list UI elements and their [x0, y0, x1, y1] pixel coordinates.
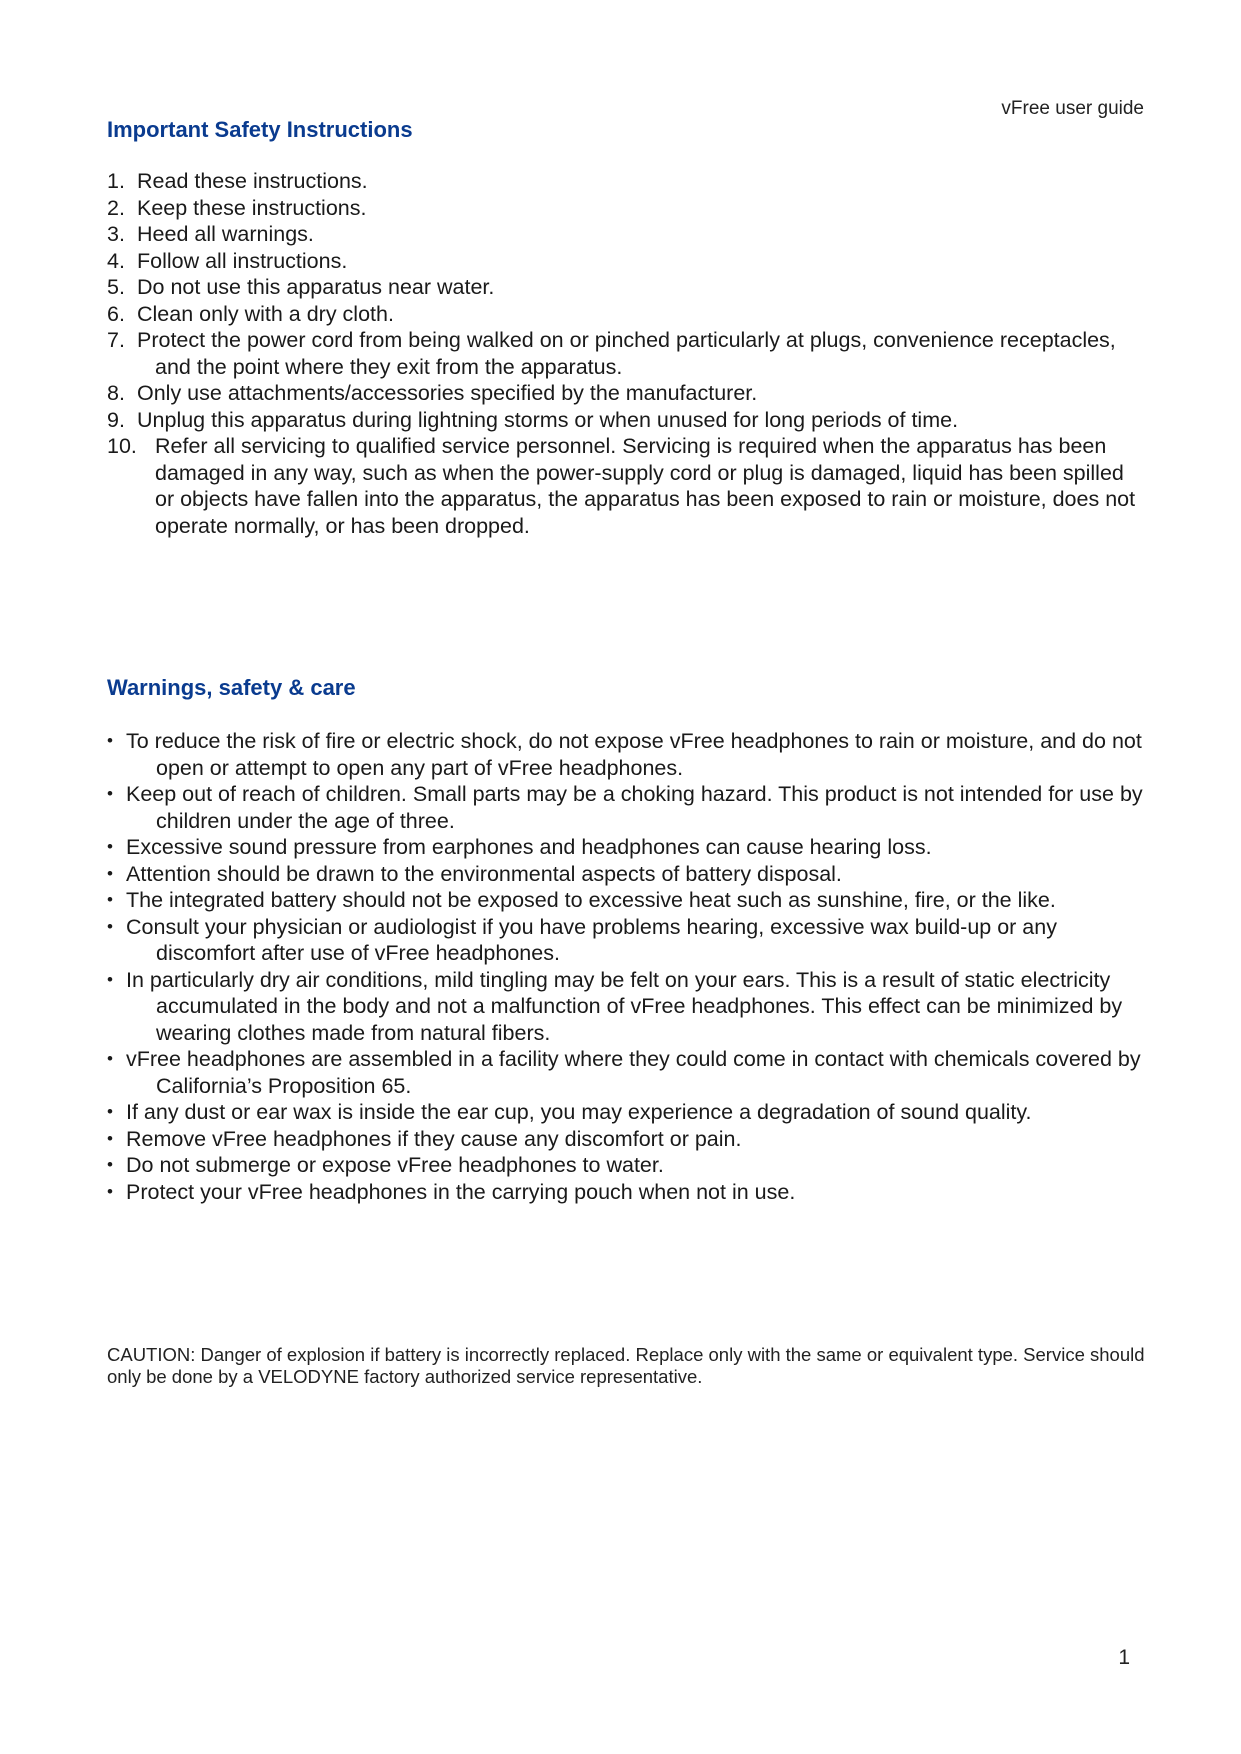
warnings-list — [107, 728, 1147, 1205]
item-text: Protect the power cord from being walked on or pinched particularly at plugs, convenience receptacles, and the point where they exit from the apparatus. — [137, 328, 1116, 379]
list-item — [107, 248, 1147, 275]
item-text: Do not submerge or expose vFree headphones to water. — [126, 1153, 664, 1177]
guide-label: vFree user guide — [1001, 98, 1144, 119]
item-text: The integrated battery should not be exposed to excessive heat such as sunshine, fire, or the like. — [126, 888, 1056, 912]
list-item — [107, 861, 1147, 888]
bullet-icon: • — [107, 731, 113, 750]
item-text: Excessive sound pressure from earphones and headphones can cause hearing loss. — [126, 835, 932, 859]
bullet-icon: • — [107, 1049, 113, 1068]
caution-notice: CAUTION: Danger of explosion if battery is incorrectly replaced. Replace only with the same or equivalent type. Service should only be done by a VELODYNE factory authorized service representative. — [107, 1344, 1145, 1387]
list-item — [107, 887, 1147, 914]
list-item — [107, 728, 1147, 781]
item-number: 3. — [107, 222, 125, 246]
list-item — [107, 433, 1147, 539]
bullet-icon: • — [107, 837, 113, 856]
safety-instructions-list — [107, 168, 1147, 539]
bullet-icon: • — [107, 1181, 113, 1201]
bullet-icon: • — [107, 1128, 113, 1148]
list-item — [107, 914, 1147, 967]
item-text: vFree headphones are assembled in a facility where they could come in contact with chemicals covered by California’s Proposition 65. — [126, 1047, 1141, 1098]
list-item — [107, 1179, 1147, 1206]
item-text: Follow all instructions. — [137, 248, 348, 273]
warnings-title: Warnings, safety & care — [107, 675, 356, 700]
list-item — [107, 1152, 1147, 1179]
list-item — [107, 834, 1147, 861]
item-number: 2. — [107, 195, 125, 220]
bullet-icon: • — [107, 863, 113, 883]
list-item — [107, 967, 1147, 1047]
item-number: 5. — [107, 275, 125, 299]
item-number: 7. — [107, 328, 125, 352]
list-item — [107, 1099, 1147, 1126]
item-number: 6. — [107, 301, 125, 326]
item-number: 1. — [107, 169, 125, 193]
list-item — [107, 407, 1147, 434]
item-text: Keep out of reach of children. Small parts may be a choking hazard. This product is not intended for use by children under the age of three. — [126, 782, 1143, 833]
list-item — [107, 221, 1147, 248]
item-text: Read these instructions. — [137, 169, 368, 193]
bullet-icon: • — [107, 969, 113, 989]
item-text: If any dust or ear wax is inside the ear cup, you may experience a degradation of sound quality. — [126, 1100, 1032, 1124]
list-item — [107, 781, 1147, 834]
item-text: Attention should be drawn to the environmental aspects of battery disposal. — [126, 861, 842, 886]
item-text: Do not use this apparatus near water. — [137, 275, 495, 299]
item-number: 9. — [107, 407, 125, 432]
list-item — [107, 168, 1147, 195]
safety-instructions-title: Important Safety Instructions — [107, 117, 413, 142]
bullet-icon: • — [107, 916, 113, 936]
item-text: Refer all servicing to qualified service personnel. Servicing is required when the apparatus has been damaged in any way, such as when the power-supply cord or plug is damaged, liquid has been spilled or objects have fallen into the apparatus, the apparatus has been exposed to rain or moisture, does not operate normally, or has been dropped. — [155, 434, 1136, 538]
item-text: Consult your physician or audiologist if you have problems hearing, excessive wax build-up or any discomfort after use of vFree headphones. — [126, 914, 1057, 965]
bullet-icon: • — [107, 1155, 113, 1174]
bullet-icon: • — [107, 890, 113, 909]
list-item — [107, 1046, 1147, 1099]
item-number: 8. — [107, 381, 125, 405]
item-text: Heed all warnings. — [137, 222, 314, 246]
page-number: 1 — [1118, 1646, 1130, 1669]
item-text: Keep these instructions. — [137, 195, 367, 220]
list-item — [107, 327, 1147, 380]
item-number: 4. — [107, 248, 125, 273]
list-item — [107, 274, 1147, 301]
list-item — [107, 1126, 1147, 1153]
item-text: In particularly dry air conditions, mild tingling may be felt on your ears. This is a result of static electricity accumulated in the body and not a malfunction of vFree headphones. This effect can be minimized by wearing clothes made from natural fibers. — [126, 967, 1123, 1045]
bullet-icon: • — [107, 1102, 113, 1121]
item-text: Only use attachments/accessories specified by the manufacturer. — [137, 381, 758, 405]
item-text: Clean only with a dry cloth. — [137, 301, 394, 326]
item-text: Protect your vFree headphones in the carrying pouch when not in use. — [126, 1179, 796, 1204]
list-item — [107, 195, 1147, 222]
list-item — [107, 380, 1147, 407]
list-item — [107, 301, 1147, 328]
bullet-icon: • — [107, 784, 113, 803]
item-text: Remove vFree headphones if they cause any discomfort or pain. — [126, 1126, 742, 1151]
item-number: 10. — [107, 434, 137, 458]
item-text: Unplug this apparatus during lightning storms or when unused for long periods of time. — [137, 407, 959, 432]
item-text: To reduce the risk of fire or electric shock, do not expose vFree headphones to rain or moisture, and do not open or attempt to open any part of vFree headphones. — [126, 729, 1142, 780]
